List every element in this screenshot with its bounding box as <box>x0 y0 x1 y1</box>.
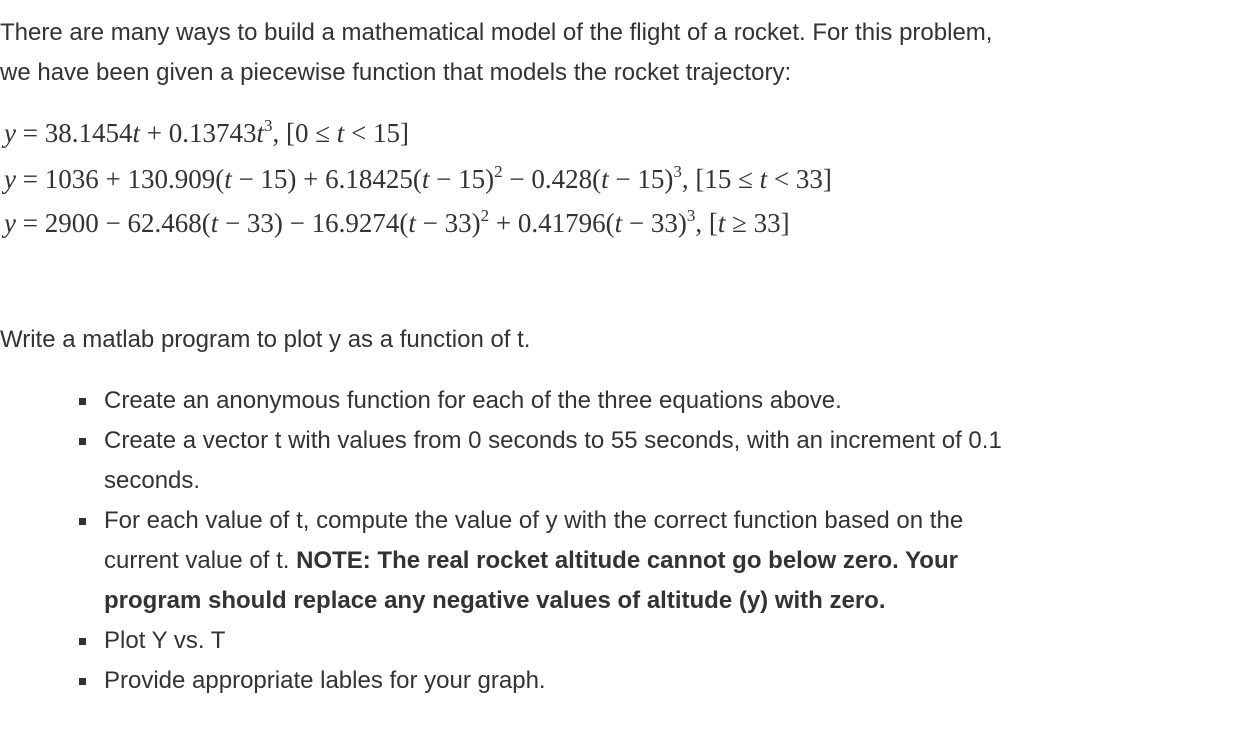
list-item <box>104 661 1204 701</box>
requirements-list <box>104 381 1204 701</box>
bullet-text-line <box>104 541 1204 581</box>
list-item <box>104 381 1204 421</box>
bullet-text-plain: current value of t. <box>104 547 297 574</box>
intro-line-2: we have been given a piecewise function that models the rocket trajectory: <box>0 59 792 86</box>
bullet-text-line: Create a vector t with values from 0 seconds to 55 seconds, with an increment of 0.1 <box>104 427 1002 454</box>
equation-3: $y = 2900 - 62.468(t - 33) - 16.9274(t - 33)^2 + 0.41796(t - 33)^3$, [t ≥ 33] <box>4 206 790 238</box>
bullet-text-line: For each value of t, compute the value of y with the correct function based on the <box>104 507 964 534</box>
bullet-icon <box>79 638 86 645</box>
list-item <box>104 501 1204 621</box>
bullet-text: Provide appropriate lables for your graph. <box>104 667 546 694</box>
bullet-text: Create an anonymous function for each of the three equations above. <box>104 387 842 414</box>
bullet-icon <box>79 438 86 445</box>
task-statement: Write a matlab program to plot y as a function of t. <box>0 326 531 353</box>
bullet-icon <box>79 518 86 525</box>
equation-2: $y = 1036 + 130.909(t - 15) + 6.18425(t - 15)^2 - 0.428(t - 15)^3$, [15 ≤ t < 33] <box>4 162 832 194</box>
intro-paragraph <box>0 13 992 93</box>
bullet-text-line: seconds. <box>104 467 201 494</box>
bullet-icon <box>79 678 86 685</box>
bullet-text: Plot Y vs. T <box>104 627 226 654</box>
list-item <box>104 421 1204 501</box>
bullet-icon <box>79 398 86 405</box>
note-bold-text: NOTE: The real rocket altitude cannot go below zero. Your <box>296 547 958 574</box>
equation-1: $y = 38.1454t + 0.13743t^3$, [0 ≤ t < 15] <box>4 116 410 148</box>
intro-line-1: There are many ways to build a mathematical model of the flight of a rocket. For this problem, <box>0 19 993 46</box>
note-bold-text-line: program should replace any negative values of altitude (y) with zero. <box>104 587 886 614</box>
list-item <box>104 621 1204 661</box>
